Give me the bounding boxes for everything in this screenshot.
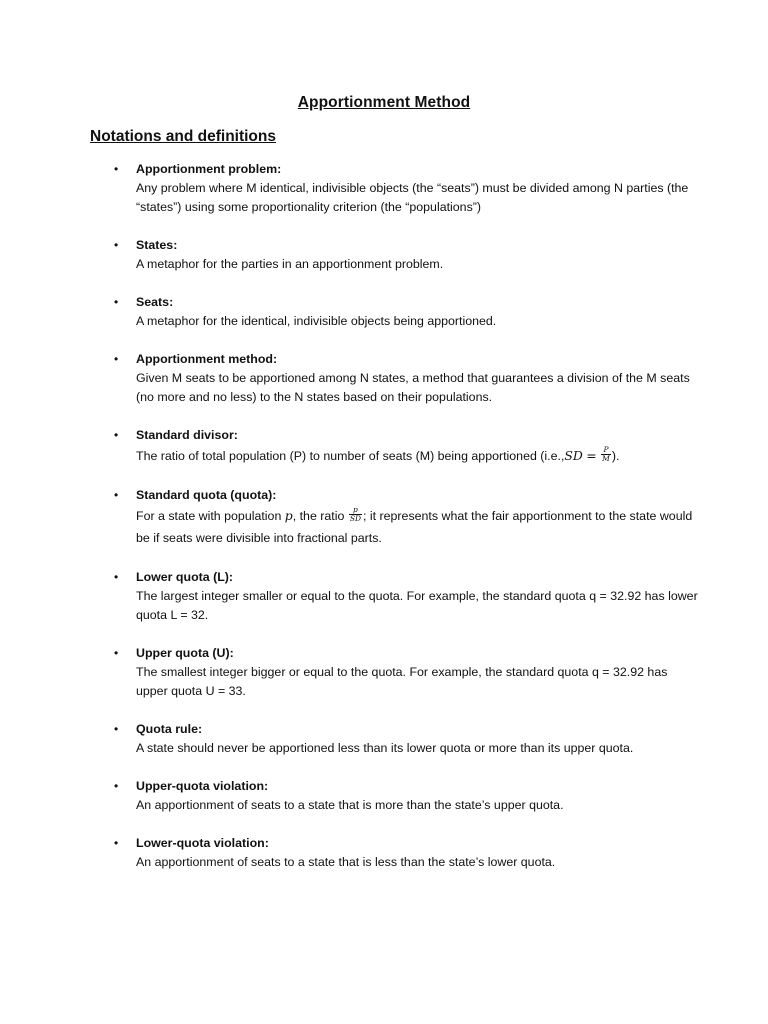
definition-item-standard-divisor — [0, 426, 768, 467]
definition-text-before: For a state with population — [136, 509, 282, 523]
document-title: Apportionment Method — [297, 94, 471, 111]
definition-item-lower-quota-violation — [0, 834, 768, 872]
definition-item-upper-quota-violation — [0, 777, 768, 815]
definition-text: The smallest integer bigger or equal to the quota. For example, the standard quota q = 32.92 has upper quota U = 33. — [136, 665, 668, 698]
bullet-icon: • — [114, 722, 119, 736]
definition-text-before: The ratio of total population (P) to number of seats (M) being apportioned (i.e., — [136, 449, 565, 463]
definition-term: Standard divisor: — [136, 428, 238, 442]
definition-text: A metaphor for the parties in an apportionment problem. — [136, 257, 444, 271]
math-population-variable: p — [284, 508, 293, 523]
definition-text-after: ). — [611, 449, 620, 463]
definition-term: Upper quota (U): — [136, 646, 234, 660]
bullet-icon: • — [114, 488, 119, 502]
definition-text-middle: , the ratio — [292, 509, 345, 523]
definition-text: A state should never be apportioned less than its lower quota or more than its upper quota. — [136, 741, 634, 755]
fraction-denominator: M — [602, 454, 610, 464]
bullet-icon: • — [114, 162, 119, 176]
definition-text: Any problem where M identical, indivisible objects (the “seats”) must be divided among N parties (the “states”) using some proportionality criterion (the “populations”) — [136, 181, 689, 214]
definition-item-states — [0, 236, 768, 274]
definition-term: Lower quota (L): — [136, 570, 234, 584]
math-sd-symbol: SD — [564, 448, 583, 463]
bullet-icon: • — [114, 238, 119, 252]
definition-text: A metaphor for the identical, indivisible objects being apportioned. — [136, 314, 497, 328]
definition-item-standard-quota — [0, 486, 768, 549]
definition-text: Given M seats to be apportioned among N states, a method that guarantees a division of the M seats (no more and no less) to the N states based on their populations. — [136, 371, 690, 404]
math-equals-sign: = — [586, 448, 597, 463]
definition-term: Quota rule: — [136, 722, 203, 736]
fraction-numerator: p — [349, 506, 362, 515]
definition-item-apportionment-method — [0, 350, 768, 407]
definition-term: Lower-quota violation: — [136, 836, 269, 850]
fraction-denominator: SD — [349, 514, 361, 524]
definition-text-after: ; it represents what the fair apportionment to the state would be if seats were divisible into fractional parts. — [136, 509, 693, 545]
definition-term: States: — [136, 238, 178, 252]
bullet-icon: • — [114, 646, 119, 660]
definition-term: Apportionment method: — [136, 352, 278, 366]
definition-text — [136, 445, 698, 467]
definition-text: The largest integer smaller or equal to the quota. For example, the standard quota q = 32.92 has lower quota L = 32. — [136, 589, 698, 622]
bullet-icon: • — [114, 352, 119, 366]
definition-text: An apportionment of seats to a state that is more than the state’s upper quota. — [136, 798, 564, 812]
definition-text: An apportionment of seats to a state that is less than the state’s lower quota. — [136, 855, 556, 869]
definition-term: Upper-quota violation: — [136, 779, 269, 793]
definition-item-apportionment-problem — [0, 160, 768, 217]
bullet-icon: • — [114, 836, 119, 850]
definition-item-quota-rule — [0, 720, 768, 758]
definition-item-seats — [0, 293, 768, 331]
bullet-icon: • — [114, 779, 119, 793]
section-heading: Notations and definitions — [90, 128, 276, 145]
definition-text — [136, 505, 698, 549]
definition-item-upper-quota — [0, 644, 768, 701]
definition-term: Seats: — [136, 295, 174, 309]
definitions-list — [0, 160, 768, 872]
definition-term: Apportionment problem: — [136, 162, 282, 176]
definition-term: Standard quota (quota): — [136, 488, 277, 502]
fraction-p-over-sd — [349, 506, 362, 523]
fraction-numerator: P — [601, 446, 611, 455]
bullet-icon: • — [114, 428, 119, 442]
definition-item-lower-quota — [0, 568, 768, 625]
bullet-icon: • — [114, 570, 119, 584]
bullet-icon: • — [114, 295, 119, 309]
fraction-p-over-m — [601, 446, 611, 463]
